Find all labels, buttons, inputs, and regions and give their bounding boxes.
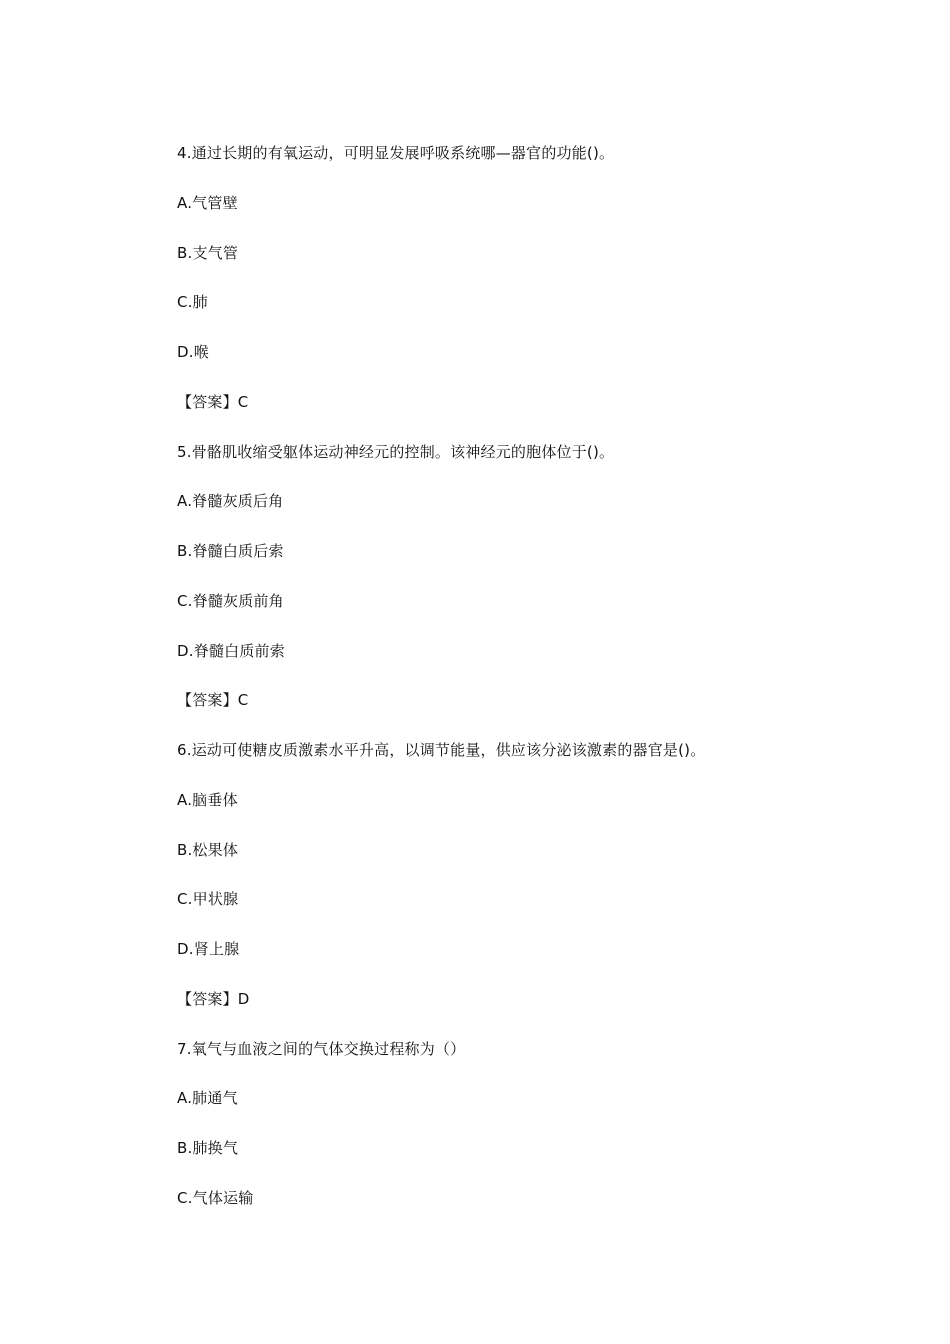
question-4-option-a: A.气管壁 — [177, 194, 238, 212]
question-7-option-b: B.肺换气 — [177, 1139, 239, 1157]
question-5-stem: 5.骨骼肌收缩受躯体运动神经元的控制。该神经元的胞体位于()。 — [177, 443, 615, 461]
question-5-answer: 【答案】C — [177, 691, 249, 709]
question-4-stem: 4.通过长期的有氧运动，可明显发展呼吸系统哪—器官的功能()。 — [177, 144, 615, 162]
question-4-option-d: D.喉 — [177, 343, 209, 361]
question-7-option-c: C.气体运输 — [177, 1189, 254, 1207]
question-6-answer: 【答案】D — [177, 990, 250, 1008]
question-4-option-c: C.肺 — [177, 293, 208, 311]
question-5-option-c: C.脊髓灰质前角 — [177, 592, 284, 610]
question-7-stem: 7.氧气与血液之间的气体交换过程称为（） — [177, 1040, 466, 1058]
question-7-option-a: A.肺通气 — [177, 1089, 238, 1107]
question-5-option-b: B.脊髓白质后索 — [177, 542, 284, 560]
question-4-answer: 【答案】C — [177, 393, 249, 411]
question-6-option-b: B.松果体 — [177, 841, 239, 859]
question-4-option-b: B.支气管 — [177, 244, 239, 262]
question-6-option-c: C.甲状腺 — [177, 890, 239, 908]
question-5-option-a: A.脊髓灰质后角 — [177, 492, 284, 510]
question-5-option-d: D.脊髓白质前索 — [177, 642, 285, 660]
question-6-option-d: D.肾上腺 — [177, 940, 240, 958]
question-6-option-a: A.脑垂体 — [177, 791, 238, 809]
question-6-stem: 6.运动可使糖皮质激素水平升高，以调节能量，供应该分泌该激素的器官是()。 — [177, 741, 706, 759]
